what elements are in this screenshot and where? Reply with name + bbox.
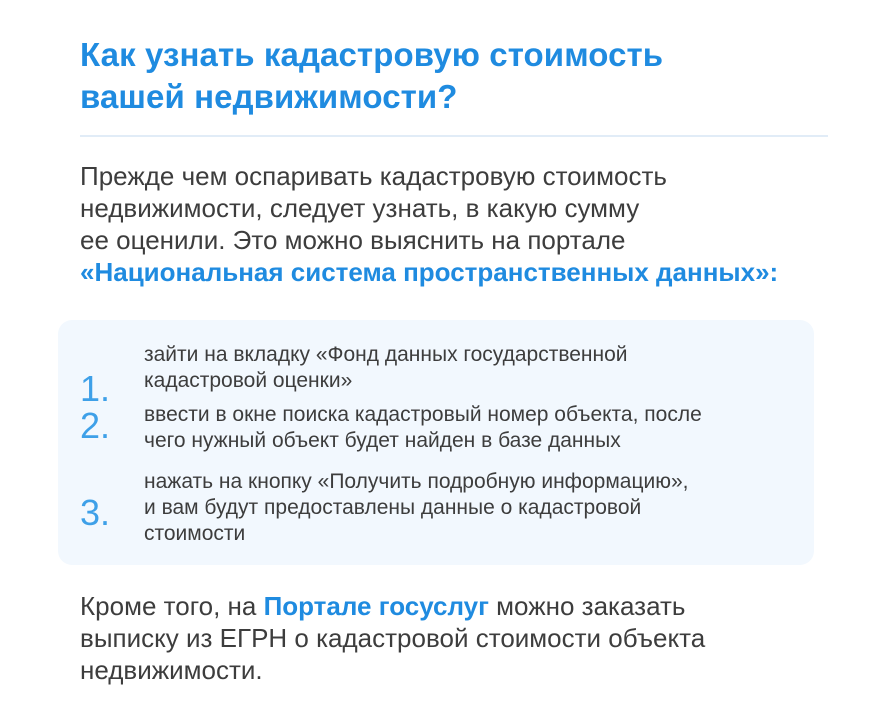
step-3-line-1: нажать на кнопку «Получить подробную информацию»,	[144, 470, 689, 493]
nspd-portal-link[interactable]: «Национальная система пространственных данных»:	[80, 257, 779, 287]
intro-line-3: ее оценили. Это можно выяснить на портале	[80, 225, 626, 255]
title-line-1: Как узнать кадастровую стоимость	[80, 36, 664, 73]
step-3-line-3: стоимости	[144, 522, 246, 545]
step-2-number: 2.	[80, 405, 111, 446]
step-1-number: 1.	[80, 368, 111, 409]
step-1-text	[144, 342, 804, 394]
outro-suffix: можно заказать	[488, 591, 686, 621]
step-2-line-2: чего нужный объект будет найден в базе данных	[144, 429, 621, 452]
page-title	[80, 34, 840, 118]
intro-paragraph	[80, 160, 840, 288]
step-1-line-2: кадастровой оценки»	[144, 369, 353, 392]
step-3-text	[144, 469, 804, 547]
outro-line-2: выписку из ЕГРН о кадастровой стоимости объекта	[80, 623, 706, 653]
steps-box	[58, 320, 814, 565]
title-divider	[80, 135, 828, 137]
step-1-line-1: зайти на вкладку «Фонд данных государственной	[144, 343, 628, 366]
outro-line-3: недвижимости.	[80, 655, 263, 685]
intro-line-1: Прежде чем оспаривать кадастровую стоимость	[80, 161, 667, 191]
title-line-2: вашей недвижимости?	[80, 78, 458, 115]
step-3-line-2: и вам будут предоставлены данные о кадастровой	[144, 496, 642, 519]
gosuslugi-portal-link[interactable]: Портале госуслуг	[263, 591, 489, 621]
outro-line-1	[80, 590, 850, 622]
step-2-line-1: ввести в окне поиска кадастровый номер объекта, после	[144, 403, 702, 426]
step-2-text	[144, 402, 804, 454]
outro-paragraph	[80, 590, 850, 686]
intro-line-2: недвижимости, следует узнать, в какую сумму	[80, 193, 640, 223]
step-3-number: 3.	[80, 492, 111, 533]
outro-prefix: Кроме того, на	[80, 591, 264, 621]
